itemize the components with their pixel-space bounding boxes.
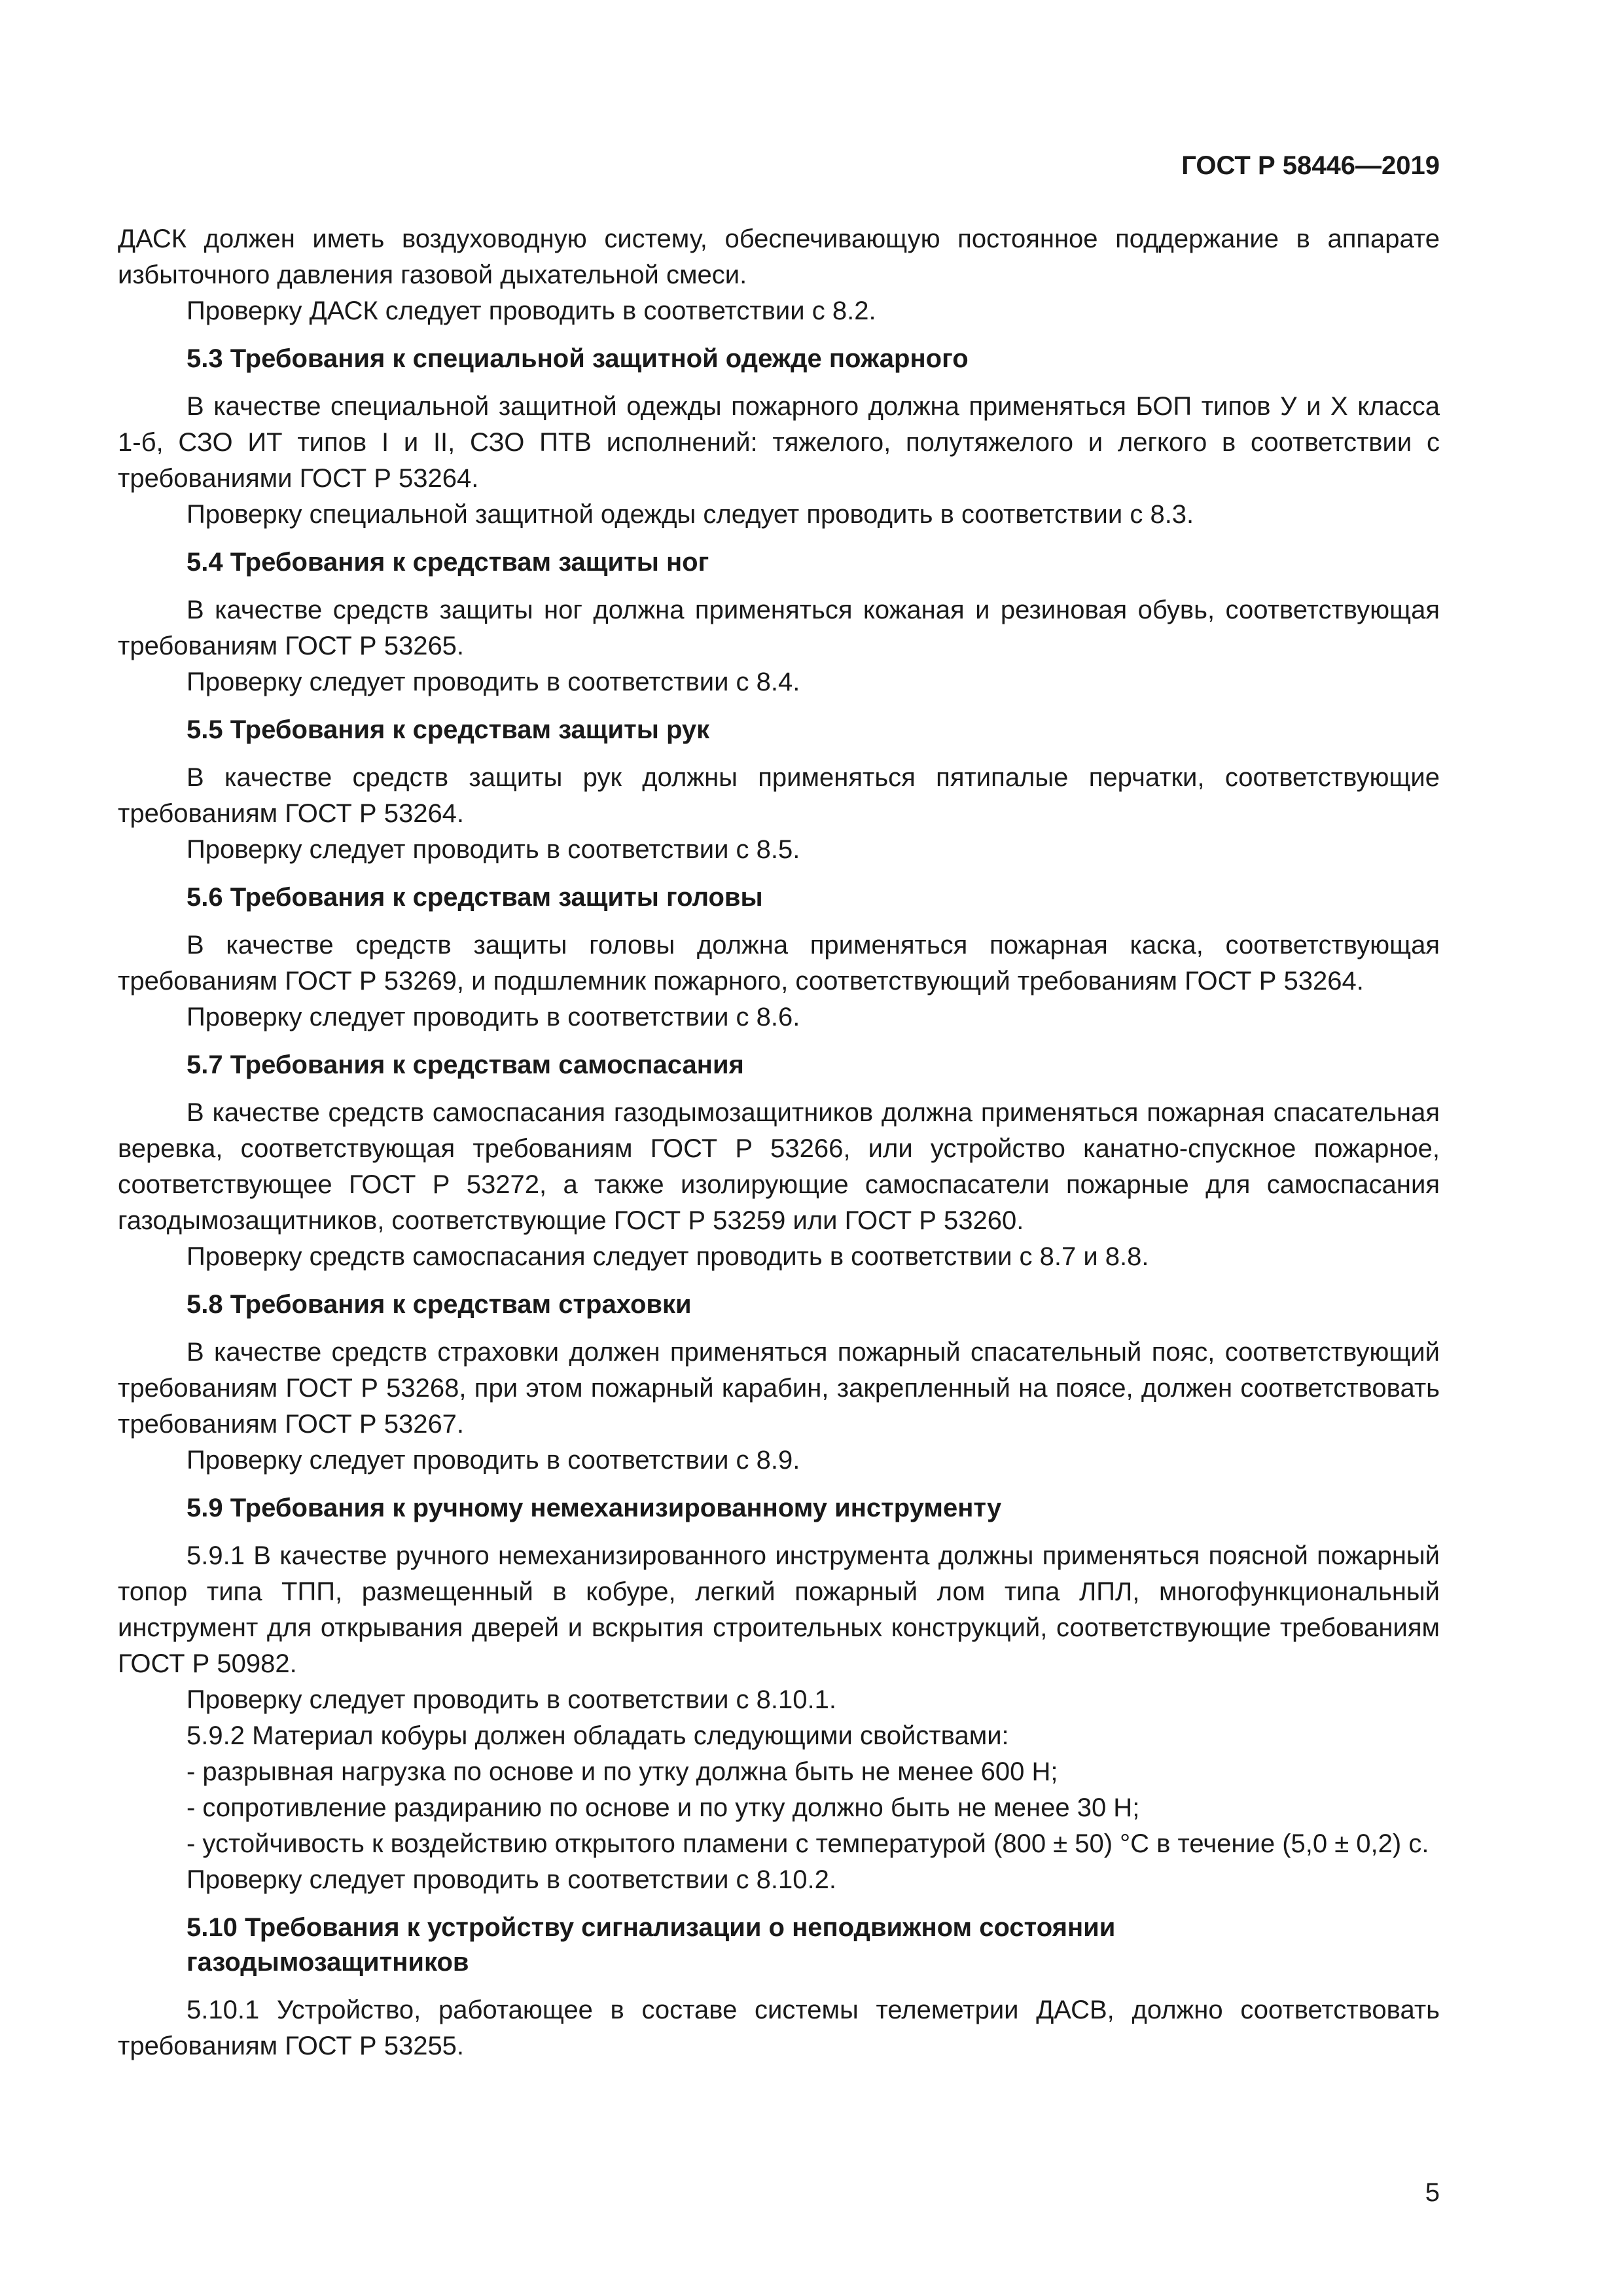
list-item: - сопротивление раздиранию по основе и по утку должно быть не менее 30 Н; <box>187 1793 1140 1822</box>
section-5-9-2-check: Проверку следует проводить в соответствии с 8.10.2. <box>187 1865 836 1894</box>
section-5-6-paragraph: В качестве средств защиты головы должна применяться пожарная каска, соответствующая требованиям ГОСТ Р 53269, и подшлемник пожарного, соответствующий требованиям ГОСТ Р 53264. <box>118 931 1440 996</box>
section-5-10-heading <box>187 1910 1440 1980</box>
document-code-header: ГОСТ Р 58446—2019 <box>1181 151 1440 180</box>
section-5-9-heading: 5.9 Требования к ручному немеханизированному инструменту <box>187 1494 1002 1522</box>
section-5-10-1-paragraph: 5.10.1 Устройство, работающее в составе системы телеметрии ДАСВ, должно соответствовать требованиям ГОСТ Р 53255. <box>118 1996 1440 2060</box>
intro-check: Проверку ДАСК следует проводить в соответствии с 8.2. <box>187 296 876 325</box>
list-item: - разрывная нагрузка по основе и по утку должна быть не менее 600 Н; <box>187 1757 1058 1786</box>
section-5-6-heading: 5.6 Требования к средствам защиты головы <box>187 883 763 912</box>
section-5-8-check: Проверку следует проводить в соответствии с 8.9. <box>187 1446 800 1475</box>
section-5-5-heading: 5.5 Требования к средствам защиты рук <box>187 715 710 744</box>
section-5-6-check: Проверку следует проводить в соответствии с 8.6. <box>187 1003 800 1031</box>
section-5-9-1-check: Проверку следует проводить в соответствии с 8.10.1. <box>187 1685 836 1714</box>
document-page <box>118 0 1440 2296</box>
section-5-9-2-paragraph: 5.9.2 Материал кобуры должен обладать следующими свойствами: <box>187 1721 1009 1750</box>
section-5-9-1-paragraph: 5.9.1 В качестве ручного немеханизированного инструмента должны применяться поясной пожарный топор типа ТПП, размещенный в кобуре, легкий пожарный лом типа ЛПЛ, многофункциональный инструмент для открывания дверей и вскрытия строительных конструкций, соответствующие требованиям ГОСТ Р 50982. <box>118 1541 1440 1678</box>
section-5-7-paragraph: В качестве средств самоспасания газодымозащитников должна применяться пожарная спасательная веревка, соответствующая требованиям ГОСТ Р 53266, или устройство канатно-спускное пожарное, соответствующее ГОСТ Р 53272, а также изолирующие самоспасатели пожарные для самоспасания газодымозащитников, соответствующие ГОСТ Р 53259 или ГОСТ Р 53260. <box>118 1098 1440 1235</box>
intro-paragraph: ДАСК должен иметь воздуховодную систему, обеспечивающую постоянное поддержание в аппарате избыточного давления газовой дыхательной смеси. <box>118 224 1440 289</box>
section-5-8-paragraph: В качестве средств страховки должен применяться пожарный спасательный пояс, соответствующий требованиям ГОСТ Р 53268, при этом пожарный карабин, закрепленный на поясе, должен соответствовать требованиям ГОСТ Р 53267. <box>118 1338 1440 1439</box>
section-5-10-heading-line2: газодымозащитников <box>187 1948 469 1977</box>
section-5-10-heading-line1: 5.10 Требования к устройству сигнализации о неподвижном состоянии <box>187 1913 1116 1942</box>
document-body <box>118 221 1440 2064</box>
page-number: 5 <box>1425 2178 1440 2207</box>
section-5-3-check: Проверку специальной защитной одежды следует проводить в соответствии с 8.3. <box>187 500 1194 529</box>
section-5-5-paragraph: В качестве средств защиты рук должны применяться пятипалые перчатки, соответствующие требованиям ГОСТ Р 53264. <box>118 763 1440 828</box>
section-5-4-heading: 5.4 Требования к средствам защиты ног <box>187 548 709 577</box>
section-5-5-check: Проверку следует проводить в соответствии с 8.5. <box>187 835 800 864</box>
section-5-4-check: Проверку следует проводить в соответствии с 8.4. <box>187 668 800 696</box>
section-5-8-heading: 5.8 Требования к средствам страховки <box>187 1290 692 1319</box>
section-5-4-paragraph: В качестве средств защиты ног должна применяться кожаная и резиновая обувь, соответствующая требованиям ГОСТ Р 53265. <box>118 596 1440 660</box>
section-5-7-check: Проверку средств самоспасания следует проводить в соответствии с 8.7 и 8.8. <box>187 1242 1149 1271</box>
section-5-3-heading: 5.3 Требования к специальной защитной одежде пожарного <box>187 344 969 373</box>
list-item: - устойчивость к воздействию открытого пламени с температурой (800 ± 50) °С в течение (5,0 ± 0,2) с. <box>187 1829 1429 1858</box>
section-5-7-heading: 5.7 Требования к средствам самоспасания <box>187 1050 744 1079</box>
section-5-3-paragraph: В качестве специальной защитной одежды пожарного должна применяться БОП типов У и Х класса 1-б, СЗО ИТ типов I и II, СЗО ПТВ исполнений: тяжелого, полутяжелого и легкого в соответствии с требованиями ГОСТ Р 53264. <box>118 392 1440 493</box>
